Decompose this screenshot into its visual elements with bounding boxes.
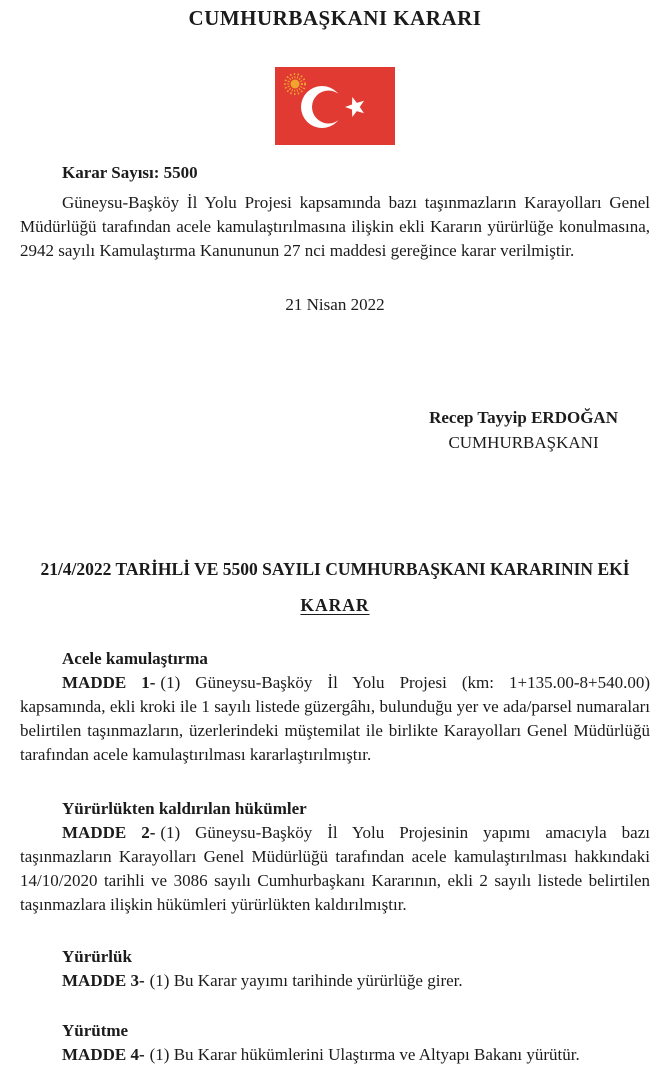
annex-heading: 21/4/2022 TARİHLİ VE 5500 SAYILI CUMHURBAŞKANI KARARININ EKİ bbox=[40, 559, 630, 579]
section-acele-kamulastirma bbox=[20, 647, 650, 767]
section-yururluk bbox=[20, 945, 650, 993]
decree-document bbox=[0, 6, 670, 1067]
article-body: (1) Bu Karar yayımı tarihinde yürürlüğe girer. bbox=[149, 971, 463, 990]
article-madde-3 bbox=[20, 969, 650, 993]
signature-block bbox=[429, 405, 618, 455]
section-yururlukten-kaldirilan bbox=[20, 797, 650, 917]
article-madde-2 bbox=[20, 821, 650, 917]
article-madde-4 bbox=[20, 1043, 650, 1067]
presidential-flag bbox=[20, 67, 650, 145]
section-heading: Yürürlükten kaldırılan hükümler bbox=[62, 799, 307, 818]
article-madde-1 bbox=[20, 671, 650, 767]
president-name: Recep Tayyip ERDOĞAN bbox=[429, 408, 618, 427]
section-heading: Yürütme bbox=[62, 1021, 129, 1040]
decree-date: 21 Nisan 2022 bbox=[285, 295, 385, 314]
document-title: CUMHURBAŞKANI KARARI bbox=[188, 6, 482, 30]
section-yurutme bbox=[20, 1019, 650, 1067]
article-label: MADDE 3- bbox=[62, 971, 145, 990]
article-label: MADDE 1- bbox=[62, 673, 156, 692]
article-body: (1) Güneysu-Başköy İl Yolu Projesi (km: 1+135.00-8+540.00) kapsamında, ekli kroki ile 1 sayılı listede güzergâhı, bulunduğu yer ve ada/parsel numaraları belirtilen taşınmazların, üzerlerindeki müştemilat ile birlikte Karayolları Genel Müdürlüğü tarafından acele kamulaştırılması kararlaştırılmıştır. bbox=[20, 673, 650, 764]
document-page bbox=[0, 6, 670, 1064]
article-label: MADDE 4- bbox=[62, 1045, 145, 1064]
article-body: (1) Güneysu-Başköy İl Yolu Projesinin yapımı amacıyla bazı taşınmazların Karayolları Genel Müdürlüğü tarafından acele kamulaştırılması hakkındaki 14/10/2020 tarihli ve 3086 sayılı Cumhurbaşkanı Kararının, ekli 2 sayılı listede belirtilen taşınmazlara ilişkin hükümleri yürürlükten kaldırılmıştır. bbox=[20, 823, 650, 914]
section-heading: Acele kamulaştırma bbox=[62, 649, 208, 668]
section-heading: Yürürlük bbox=[62, 947, 132, 966]
article-body: (1) Bu Karar hükümlerini Ulaştırma ve Altyapı Bakanı yürütür. bbox=[149, 1045, 580, 1064]
intro-paragraph: Güneysu-Başköy İl Yolu Projesi kapsamında bazı taşınmazların Karayolları Genel Müdürlüğü tarafından acele kamulaştırılmasına ilişkin ekli Kararın yürürlüğe konulmasına, 2942 sayılı Kamulaştırma Kanununun 27 nci maddesi gereğince karar verilmiştir. bbox=[20, 193, 650, 260]
article-label: MADDE 2- bbox=[62, 823, 156, 842]
president-title: CUMHURBAŞKANI bbox=[448, 433, 599, 452]
decree-number: Karar Sayısı: 5500 bbox=[62, 163, 198, 182]
turkish-presidential-flag-icon bbox=[275, 67, 395, 145]
annex-subheading: KARAR bbox=[300, 595, 370, 615]
